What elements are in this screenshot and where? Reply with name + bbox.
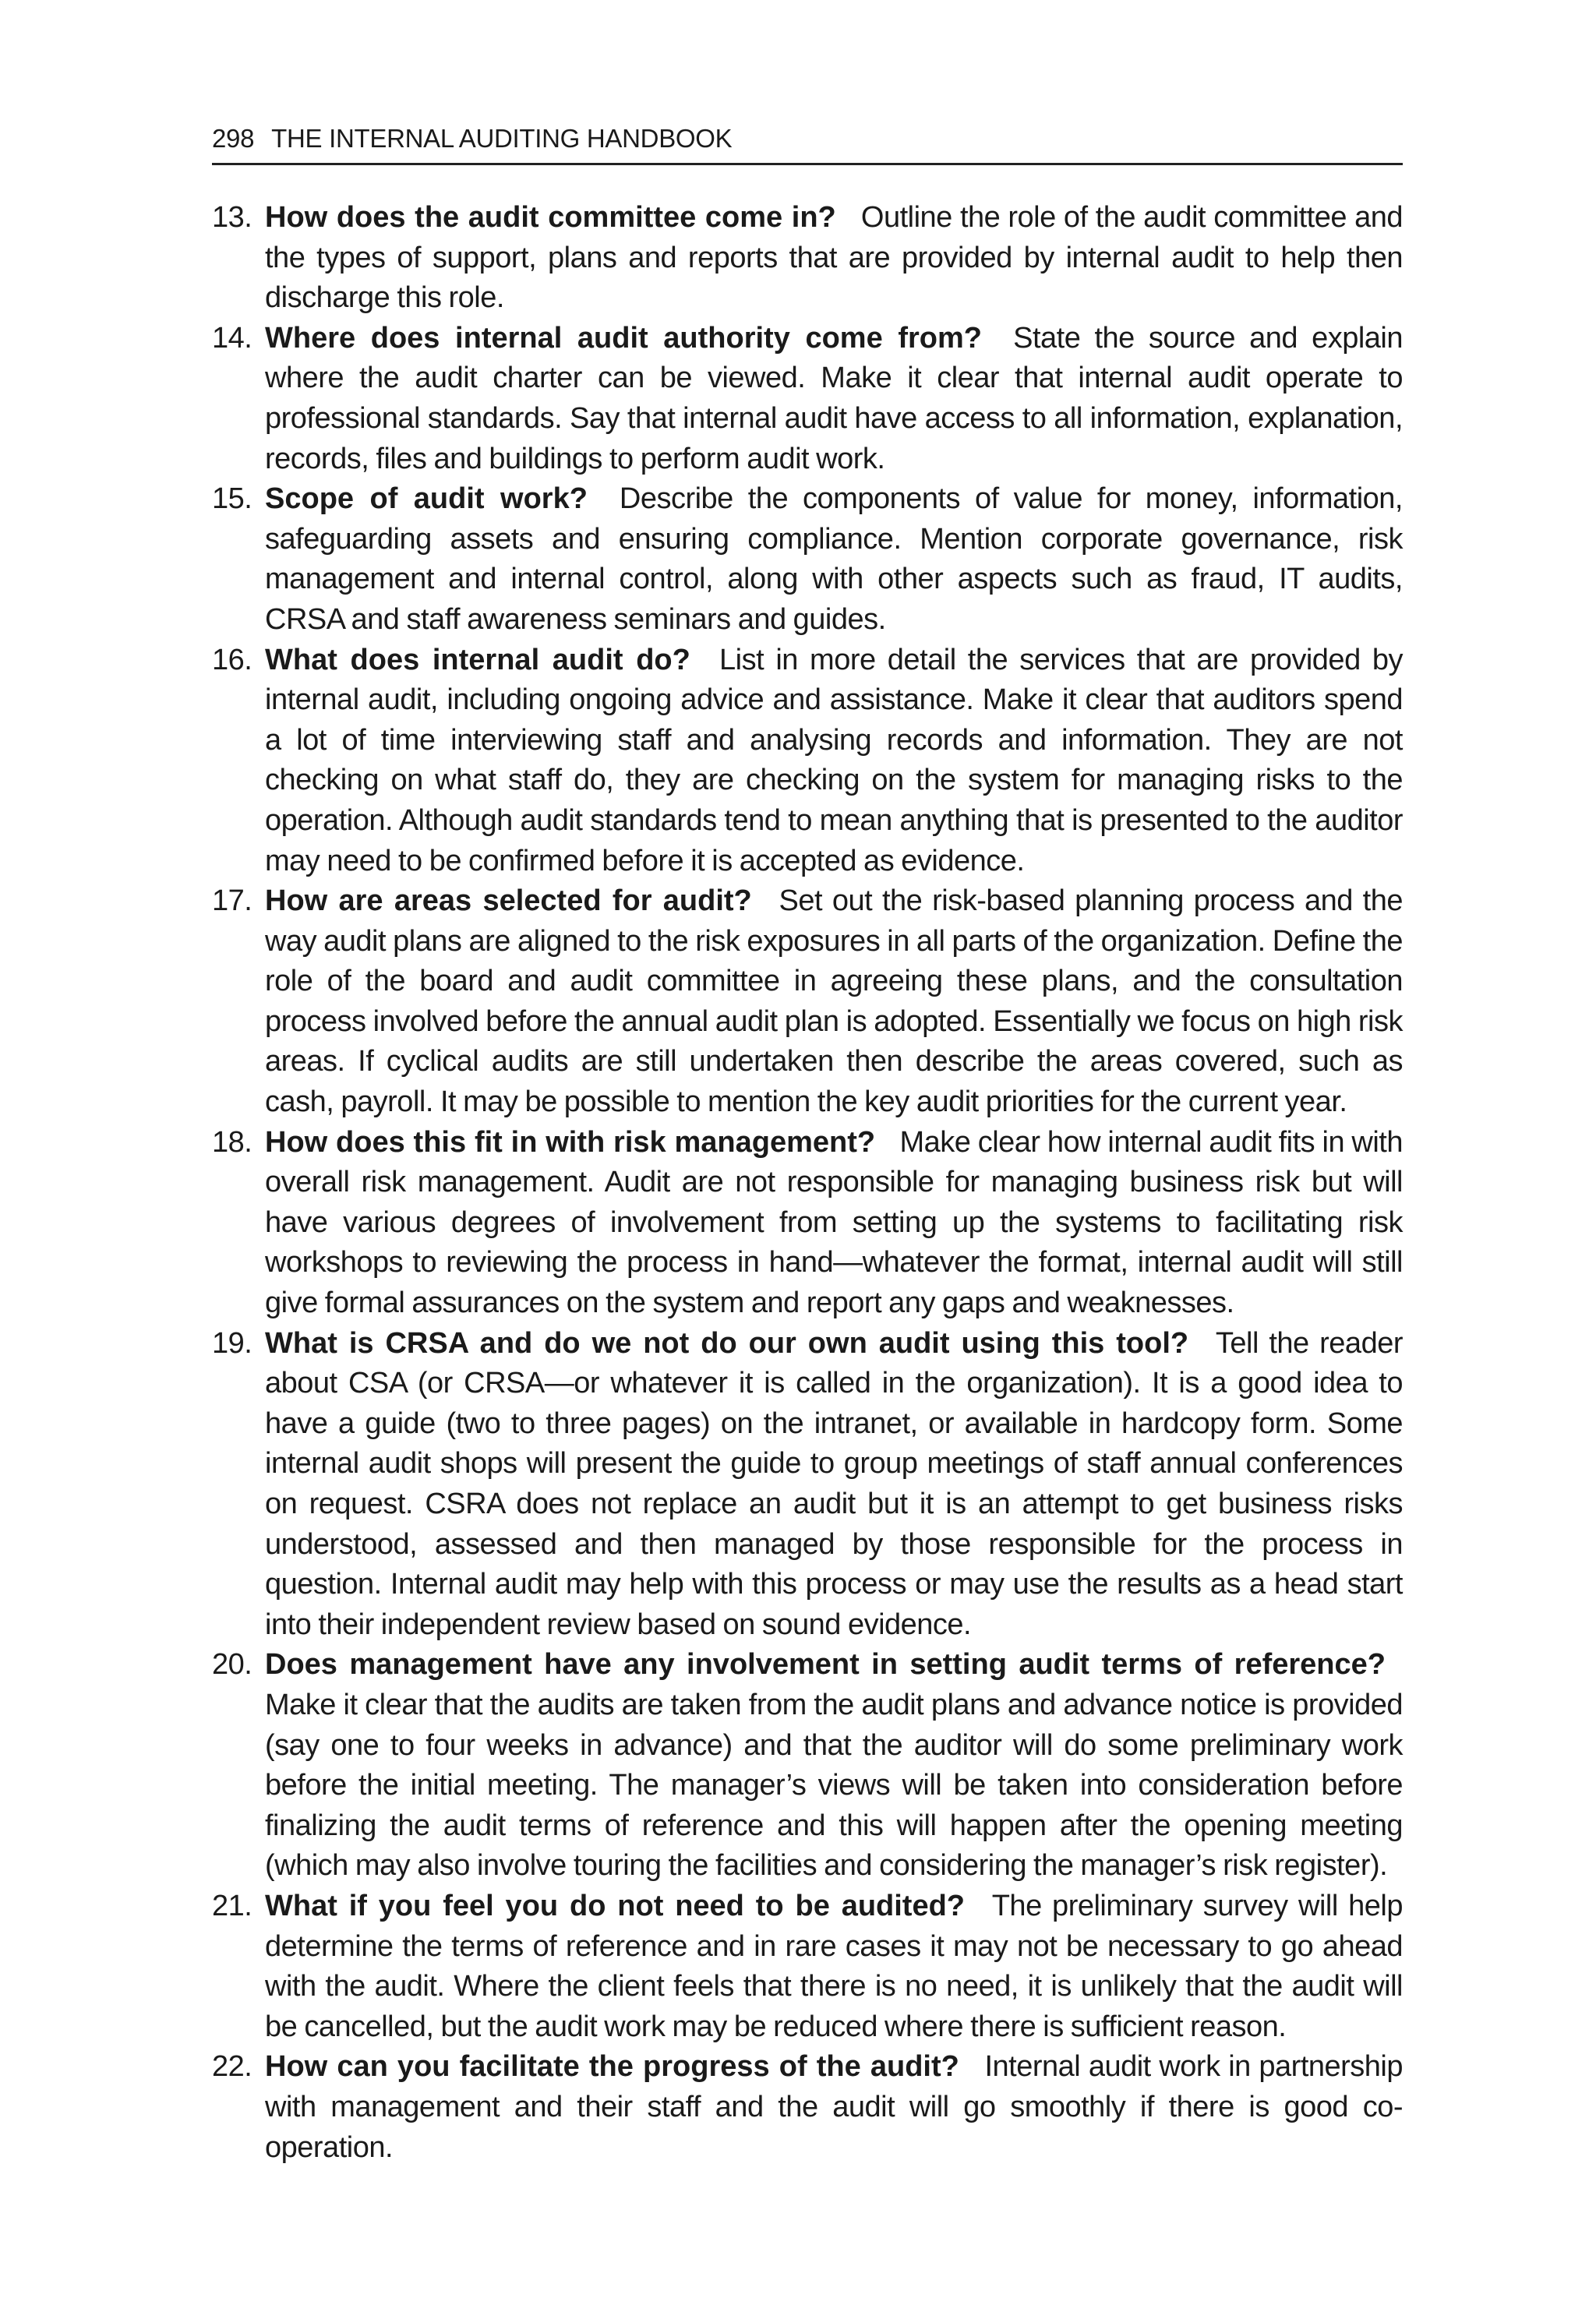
item-question: Scope of audit work?	[265, 482, 588, 516]
item-answer: Tell the reader about CSA (or CRSA—or whatever it is called in the organization). It is a good idea to have a guide (two to three pages) on the intranet, or available in hardcopy form. Some internal audit shops will present the guide to group meetings of staff annual conferences on request. CSRA does not replace an audit but it is an attempt to get business risks understood, assessed and then managed by those responsible for the process in question. Internal audit may help with this process or may use the results as a head start into their independent review based on sound evidence.	[265, 1326, 1403, 1641]
item-answer: Set out the risk-based planning process and the way audit plans are aligned to the risk exposures in all parts of the organization. Define the role of the board and audit committee in agreeing these plans, and the consultation process involved before the annual audit plan is adopted. Essentially we focus on high risk areas. If cyclical audits are still undertaken then describe the areas covered, such as cash, payroll. It may be possible to mention the key audit priorities for the current year.	[265, 884, 1404, 1119]
running-title: THE INTERNAL AUDITING HANDBOOK	[271, 124, 733, 153]
item-answer: The preliminary survey will help determine the terms of reference and in rare cases it may not be necessary to go ahead with the audit. Where the client feels that there is no need, it is unlikely that the audit will be cancelled, but the audit work may be reduced where there is sufficient reason.	[265, 1889, 1404, 2043]
faq-item	[212, 479, 1403, 640]
faq-item	[212, 319, 1403, 479]
item-answer: Internal audit work in partnership with management and their staff and the audit will go smoothly if there is good co-operation.	[265, 2050, 1404, 2164]
faq-list	[212, 198, 1403, 2168]
item-number: 15.	[212, 482, 252, 516]
item-number: 14.	[212, 321, 252, 355]
faq-item	[212, 2047, 1403, 2168]
item-question: What does internal audit do?	[265, 643, 690, 676]
item-answer: Make it clear that the audits are taken from the audit plans and advance notice is provided (say one to four weeks in advance) and that the auditor will do some preliminary work before the initial meeting. The manager’s views will be taken into consideration before finalizing the audit terms of reference and this will happen after the opening meeting (which may also involve touring the facilities and considering the manager’s risk register).	[265, 1688, 1403, 1883]
faq-item	[212, 1123, 1403, 1324]
item-number: 13.	[212, 201, 252, 234]
item-number: 21.	[212, 1889, 252, 1922]
item-number: 22.	[212, 2050, 252, 2084]
item-number: 17.	[212, 884, 252, 918]
faq-item	[212, 1324, 1403, 1646]
page-number: 298	[212, 124, 255, 153]
item-question: How does the audit committee come in?	[265, 201, 836, 234]
faq-item	[212, 198, 1403, 319]
item-answer: Describe the components of value for money, information, safeguarding assets and ensuring compliance. Mention corporate governance, risk management and internal control, along with other aspects such as fraud, IT audits, CRSA and staff awareness seminars and guides.	[265, 482, 1403, 636]
item-number: 19.	[212, 1326, 252, 1360]
item-question: How does this fit in with risk management?	[265, 1125, 876, 1159]
item-answer: List in more detail the services that are provided by internal audit, including ongoing advice and assistance. Make it clear that auditors spend a lot of time interviewing staff and analysing records and information. They are not checking on what staff do, they are checking on the system for managing risks to the operation. Although audit standards tend to mean anything that is presented to the auditor may need to be confirmed before it is accepted as evidence.	[265, 643, 1403, 877]
item-question: What is CRSA and do we not do our own audit using this tool?	[265, 1326, 1189, 1360]
item-answer: Make clear how internal audit fits in with overall risk management. Audit are not responsible for managing business risk but will have various degrees of involvement from setting up the systems to facilitating risk workshops to reviewing the process in hand—whatever the format, internal audit will still give formal assurances on the system and report any gaps and weaknesses.	[265, 1125, 1403, 1320]
item-question: How are areas selected for audit?	[265, 884, 752, 918]
item-question: How can you facilitate the progress of the audit?	[265, 2050, 959, 2084]
item-number: 16.	[212, 643, 252, 676]
item-question: What if you feel you do not need to be audited?	[265, 1889, 966, 1922]
item-question: Where does internal audit authority come from?	[265, 321, 982, 355]
item-answer: Outline the role of the audit committee and the types of support, plans and reports that are provided by internal audit to help then discharge this role.	[265, 201, 1403, 315]
item-number: 20.	[212, 1648, 252, 1682]
faq-item	[212, 1887, 1403, 2047]
running-header	[212, 118, 1403, 165]
item-number: 18.	[212, 1125, 252, 1159]
faq-item	[212, 1645, 1403, 1887]
faq-item	[212, 881, 1403, 1123]
faq-item	[212, 641, 1403, 882]
item-question: Does management have any involvement in setting audit terms of reference?	[265, 1648, 1386, 1682]
item-answer: State the source and explain where the audit charter can be viewed. Make it clear that internal audit operate to professional standards. Say that internal audit have access to all information, explanation, records, files and buildings to perform audit work.	[265, 321, 1404, 475]
